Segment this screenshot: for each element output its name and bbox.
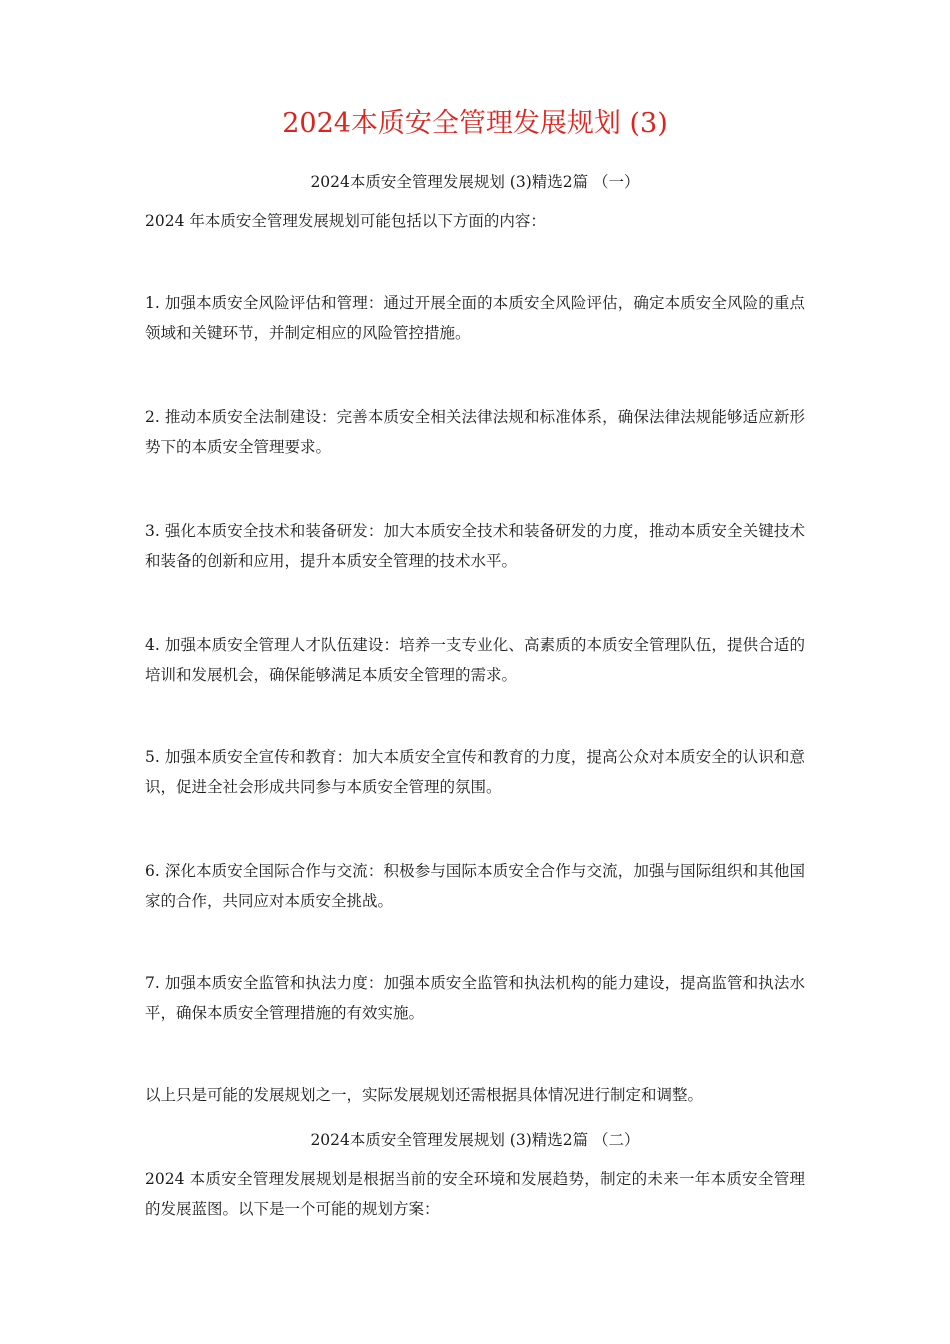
section-2-heading: 2024本质安全管理发展规划 (3)精选2篇 （二） <box>310 1131 640 1149</box>
document-title: 2024本质安全管理发展规划 (3) <box>282 108 668 139</box>
section-2-intro: 2024 本质安全管理发展规划是根据当前的安全环境和发展趋势，制定的未来一年本质安全管理的发展蓝图。以下是一个可能的规划方案： <box>145 1170 805 1218</box>
section-1-intro: 2024 年本质安全管理发展规划可能包括以下方面的内容： <box>145 212 546 230</box>
list-item-3: 3. 强化本质安全技术和装备研发：加大本质安全技术和装备研发的力度，推动本质安全关键技术和装备的创新和应用，提升本质安全管理的技术水平。 <box>145 522 805 570</box>
list-item-5: 5. 加强本质安全宣传和教育：加大本质安全宣传和教育的力度，提高公众对本质安全的认识和意识，促进全社会形成共同参与本质安全管理的氛围。 <box>145 748 805 796</box>
list-item-7: 7. 加强本质安全监管和执法力度：加强本质安全监管和执法机构的能力建设，提高监管和执法水平，确保本质安全管理措施的有效实施。 <box>145 974 805 1022</box>
section-1-conclusion: 以上只是可能的发展规划之一，实际发展规划还需根据具体情况进行制定和调整。 <box>145 1086 704 1104</box>
list-item-6: 6. 深化本质安全国际合作与交流：积极参与国际本质安全合作与交流，加强与国际组织和其他国家的合作，共同应对本质安全挑战。 <box>145 862 805 910</box>
list-item-2: 2. 推动本质安全法制建设：完善本质安全相关法律法规和标准体系，确保法律法规能够适应新形势下的本质安全管理要求。 <box>145 408 805 456</box>
section-1-heading: 2024本质安全管理发展规划 (3)精选2篇 （一） <box>310 173 640 191</box>
list-item-4: 4. 加强本质安全管理人才队伍建设：培养一支专业化、高素质的本质安全管理队伍，提供合适的培训和发展机会，确保能够满足本质安全管理的需求。 <box>145 636 805 684</box>
list-item-1: 1. 加强本质安全风险评估和管理：通过开展全面的本质安全风险评估，确定本质安全风险的重点领域和关键环节，并制定相应的风险管控措施。 <box>145 294 805 342</box>
